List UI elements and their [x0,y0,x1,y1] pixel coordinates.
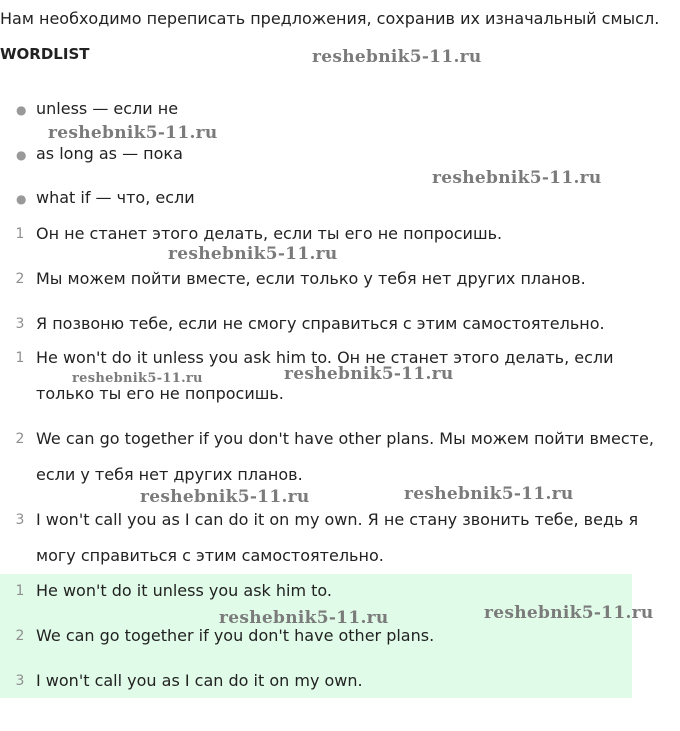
watermark: reshebnik5-11.ru [284,364,454,384]
watermark: reshebnik5-11.ru [312,47,482,67]
watermark: reshebnik5-11.ru [72,371,203,386]
item-number: 3 [15,512,25,528]
watermark: reshebnik5-11.ru [432,168,602,188]
wordlist-item [16,98,178,121]
item-text: I won't call you as I can do it on my own. Я не стану звонить тебе, ведь я могу справиться с этим самостоятельно. [36,510,639,565]
item-text: I won't call you as I can do it on my own. [36,671,363,690]
item-number: 3 [15,316,25,332]
item-number: 3 [15,673,25,689]
item-text: We can go together if you don't have other plans. [36,626,435,645]
item-number: 2 [15,431,25,447]
bullet-icon: ● [16,148,27,162]
item-number: 2 [15,271,25,287]
bullet-icon: ● [16,192,27,206]
watermark: reshebnik5-11.ru [484,603,654,623]
wordlist-heading: WORDLIST [0,45,90,63]
item-number: 1 [15,583,25,599]
watermark: reshebnik5-11.ru [140,487,310,507]
wordlist-item-text: unless — если не [36,99,179,118]
item-number: 1 [15,226,25,242]
item-text: We can go together if you don't have other plans. Мы можем пойти вместе, если у тебя нет других планов. [36,429,654,484]
intro-text: Нам необходимо переписать предложения, сохранив их изначальный смысл. [0,9,660,28]
item-text: Он не станет этого делать, если ты его не попросишь. [36,224,503,243]
wordlist-item [16,143,183,166]
item-text: He won't do it unless you ask him to. [36,581,332,600]
watermark: reshebnik5-11.ru [219,608,389,628]
wordlist-item-text: as long as — пока [36,144,183,163]
bullet-icon: ● [16,103,27,117]
item-number: 1 [15,350,25,366]
wordlist-item-text: what if — что, если [36,188,195,207]
wordlist-item [16,187,195,210]
watermark: reshebnik5-11.ru [404,484,574,504]
item-text: Мы можем пойти вместе, если только у тебя нет других планов. [36,269,586,288]
item-text: Я позвоню тебе, если не смогу справиться с этим самостоятельно. [36,314,605,333]
item-number: 2 [15,628,25,644]
watermark: reshebnik5-11.ru [168,244,338,264]
item-text: He won't do it unless you ask him to. Он не станет этого делать, если только ты его не попросишь. [36,348,614,403]
watermark: reshebnik5-11.ru [48,123,218,143]
